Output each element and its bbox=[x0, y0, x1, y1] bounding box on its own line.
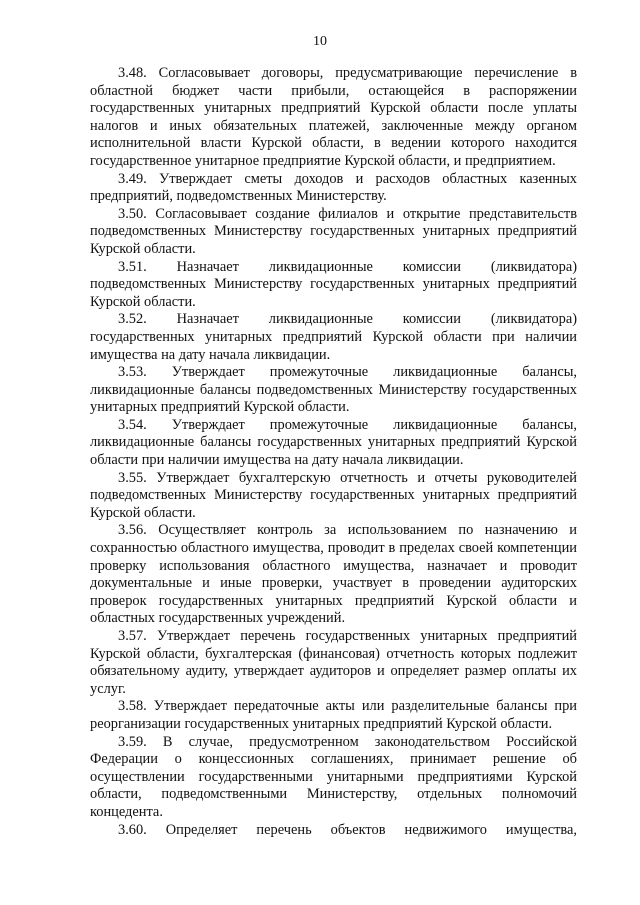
page-number: 10 bbox=[313, 34, 327, 49]
paragraph-3-55: 3.55. Утверждает бухгалтерскую отчетность и отчеты руководителей подведомственных Министерству государственных унитарных предприятий Курской области. bbox=[90, 469, 577, 521]
paragraph-3-60: 3.60. Определяет перечень объектов недвижимого имущества, bbox=[118, 821, 577, 838]
paragraph-3-52: 3.52. Назначает ликвидационные комиссии (ликвидатора) государственных унитарных предприятий Курской области при наличии имущества на дату начала ликвидации. bbox=[90, 311, 577, 363]
paragraph-3-58: 3.58. Утверждает передаточные акты или разделительные балансы при реорганизации государственных унитарных предприятий Курской области. bbox=[90, 698, 577, 732]
paragraph-3-53: 3.53. Утверждает промежуточные ликвидационные балансы, ликвидационные балансы подведомственных Министерству государственных унитарных предприятий Курской области. bbox=[90, 364, 577, 416]
paragraph-3-54: 3.54. Утверждает промежуточные ликвидационные балансы, ликвидационные балансы государственных унитарных предприятий Курской области при наличии имущества на дату начала ликвидации. bbox=[90, 416, 577, 469]
paragraph-3-50: 3.50. Согласовывает создание филиалов и открытие представительств подведомственных Министерству государственных унитарных предприятий Курской области. bbox=[90, 205, 577, 257]
paragraph-3-48: 3.48. Согласовывает договоры, предусматривающие перечисление в областной бюджет части прибыли, остающейся в распоряжении государственных унитарных предприятий Курской области после уплаты налогов и иных обязательных платежей, заключенные между органом исполнительной власти Курской области, в ведении которого находится государственное унитарное предприятие Курской области, и предприятием. bbox=[90, 65, 577, 169]
paragraph-3-57: 3.57. Утверждает перечень государственных унитарных предприятий Курской области, бухгалтерская (финансовая) отчетность которых подлежит обязательному аудиту, утверждает аудиторов и определяет размер оплаты их услуг. bbox=[90, 628, 577, 697]
paragraph-3-59: 3.59. В случае, предусмотренном законодательством Российской Федерации о концессионных соглашениях, принимает решение об осуществлении государственными унитарными предприятиями Курской области, подведомственными Министерству, отдельных полномочий концедента. bbox=[90, 733, 577, 820]
document-body bbox=[90, 65, 577, 839]
paragraph-3-56: 3.56. Осуществляет контроль за использованием по назначению и сохранностью областного имущества, проводит в пределах своей компетенции проверку использования областного имущества, назначает и проводит документальные и иные проверки, участвует в проведении аудиторских проверок государственных унитарных предприятий Курской области и областных государственных учреждений. bbox=[90, 522, 577, 627]
paragraph-3-49: 3.49. Утверждает сметы доходов и расходов областных казенных предприятий, подведомственных Министерству. bbox=[90, 170, 577, 205]
paragraph-3-51: 3.51. Назначает ликвидационные комиссии (ликвидатора) подведомственных Министерству государственных унитарных предприятий Курской области. bbox=[90, 258, 577, 310]
